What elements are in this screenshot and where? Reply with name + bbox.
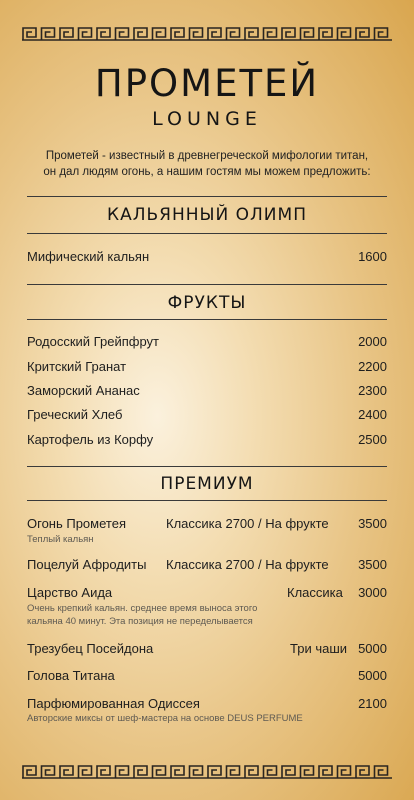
item-name: Мифический кальян: [27, 249, 150, 264]
section-title-fruits: ФРУКТЫ: [167, 293, 247, 313]
item-note: [27, 602, 327, 628]
item-note: Теплый кальян: [27, 534, 94, 545]
item-option: Классика 2700 / На фрукте: [166, 516, 329, 531]
item-name: Огонь Прометея: [27, 516, 126, 531]
greek-key-motif: [97, 28, 110, 40]
greek-key-motif: [23, 766, 36, 778]
divider: [27, 500, 387, 501]
greek-key-motif: [356, 766, 369, 778]
greek-key-motif: [264, 766, 277, 778]
item-name: Парфюмированная Одиссея: [27, 696, 200, 711]
item-price: 2000: [358, 334, 387, 349]
greek-key-motif: [116, 28, 129, 40]
greek-key-motif: [245, 766, 258, 778]
menu-item: [27, 382, 387, 400]
greek-key-motif: [338, 28, 351, 40]
item-price: 5000: [358, 641, 387, 656]
greek-key-motif: [60, 766, 73, 778]
greek-key-motif: [42, 28, 55, 40]
menu-item: [27, 358, 387, 376]
greek-key-motif: [356, 28, 369, 40]
greek-key-motif: [190, 766, 203, 778]
menu-item: [27, 556, 387, 574]
item-name: Голова Титана: [27, 668, 115, 683]
greek-key-motif: [134, 766, 147, 778]
divider: [27, 284, 387, 285]
item-price: 2200: [358, 359, 387, 374]
item-price: 2300: [358, 383, 387, 398]
greek-key-motif: [60, 28, 73, 40]
divider: [27, 466, 387, 467]
greek-key-motif: [190, 28, 203, 40]
item-name: Критский Гранат: [27, 359, 127, 374]
menu-item: [27, 667, 387, 685]
divider: [27, 233, 387, 234]
menu-item: [27, 248, 387, 266]
greek-key-motif: [319, 766, 332, 778]
greek-key-motif: [264, 28, 277, 40]
greek-key-border-top: [22, 27, 392, 41]
greek-key-motif: [97, 766, 110, 778]
item-option: Классика: [287, 585, 343, 600]
greek-key-motif: [171, 28, 184, 40]
greek-key-motif: [171, 766, 184, 778]
item-name: Родосский Грейпфрут: [27, 334, 159, 349]
greek-key-motif: [301, 28, 314, 40]
item-name: Греческий Хлеб: [27, 407, 123, 422]
greek-key-motif: [282, 766, 295, 778]
greek-key-motif: [245, 28, 258, 40]
item-price: 3500: [358, 516, 387, 531]
divider: [27, 319, 387, 320]
greek-key-motif: [116, 766, 129, 778]
section-title-hookah-olympus: КАЛЬЯННЫЙ ОЛИМП: [107, 205, 307, 225]
greek-key-motif: [79, 28, 92, 40]
item-price: 1600: [358, 249, 387, 264]
item-price: 5000: [358, 668, 387, 683]
item-name: Заморский Ананас: [27, 383, 140, 398]
greek-key-motif: [227, 766, 240, 778]
greek-key-motif: [375, 766, 388, 778]
greek-key-motif: [208, 28, 221, 40]
intro-text: [30, 148, 384, 180]
greek-key-motif: [134, 28, 147, 40]
menu-item: [27, 406, 387, 424]
item-price: 3000: [358, 585, 387, 600]
greek-key-motif: [319, 28, 332, 40]
greek-key-motif: [227, 28, 240, 40]
item-name: Трезубец Посейдона: [27, 641, 154, 656]
menu-item: [27, 333, 387, 351]
venue-subtitle: LOUNGE: [152, 108, 262, 130]
item-name: Поцелуй Афродиты: [27, 557, 147, 572]
intro-line-2: он дал людям огонь, а нашим гостям мы можем предложить:: [43, 166, 371, 178]
greek-key-motif: [282, 28, 295, 40]
item-option: Классика 2700 / На фрукте: [166, 557, 329, 572]
menu-item: [27, 515, 387, 533]
item-price: 3500: [358, 557, 387, 572]
venue-title: ПРОМЕТЕЙ: [94, 62, 320, 105]
menu-item: [27, 695, 387, 713]
greek-key-motif: [208, 766, 221, 778]
greek-key-motif: [153, 766, 166, 778]
greek-key-motif: [79, 766, 92, 778]
divider: [27, 196, 387, 197]
greek-key-motif: [338, 766, 351, 778]
greek-key-motif: [153, 28, 166, 40]
item-option: Три чаши: [290, 641, 348, 656]
menu-item: [27, 640, 387, 658]
item-price: 2500: [358, 432, 387, 447]
item-price: 2100: [358, 696, 387, 711]
item-note-line-1: Очень крепкий кальян. среднее время выноса этого: [27, 603, 258, 614]
item-note-line-2: кальяна 40 минут. Эта позиция не переделывается: [27, 616, 253, 627]
greek-key-motif: [23, 28, 36, 40]
greek-key-motif: [375, 28, 388, 40]
item-note: Авторские миксы от шеф-мастера на основе DEUS PERFUME: [27, 713, 303, 724]
menu-item: [27, 584, 387, 602]
intro-line-1: Прометей - известный в древнегреческой мифологии титан,: [45, 150, 369, 162]
greek-key-border-bottom: [22, 765, 392, 779]
greek-key-motif: [301, 766, 314, 778]
greek-key-motif: [42, 766, 55, 778]
menu-item: [27, 431, 387, 449]
item-name: Царство Аида: [27, 585, 113, 600]
section-title-premium: ПРЕМИУМ: [160, 474, 254, 494]
item-price: 2400: [358, 407, 387, 422]
item-name: Картофель из Корфу: [27, 432, 154, 447]
